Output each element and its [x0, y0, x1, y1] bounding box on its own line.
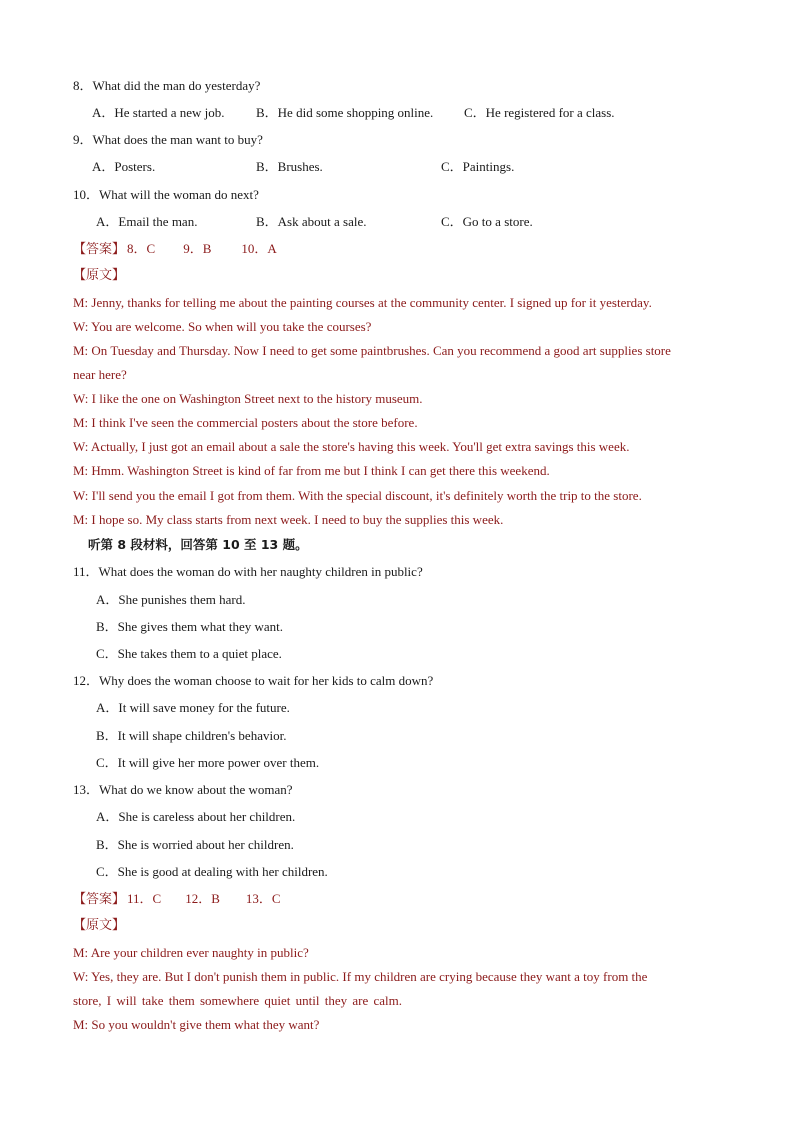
- q11-option-b: B．She gives them what they want.: [96, 619, 284, 634]
- q12-option-b: B．It will shape children's behavior.: [96, 728, 287, 743]
- transcript-line: W: Yes, they are. But I don't punish them in public. If my children are crying because they want a toy from the: [73, 969, 648, 984]
- q9-option-b: B．Brushes.: [256, 159, 323, 174]
- question-11: 11．What does the woman do with her naughty children in public?: [73, 564, 423, 579]
- transcript-line: M: Are your children ever naughty in public?: [73, 945, 309, 960]
- q10-option-b: B．Ask about a sale.: [256, 214, 367, 229]
- answer-item: 12．B: [185, 891, 220, 906]
- transcript-line: store, I will take them somewhere quiet until they are calm.: [73, 993, 403, 1008]
- transcript-line: M: I hope so. My class starts from next week. I need to buy the supplies this week.: [73, 512, 504, 527]
- transcript-line: M: Jenny, thanks for telling me about the painting courses at the community center. I signed up for it yesterday.: [73, 295, 652, 310]
- q9-option-a: A．Posters.: [92, 159, 156, 174]
- section-heading: 听第 8 段材料，回答第 10 至 13 题。: [88, 537, 308, 552]
- q10-option-c: C．Go to a store.: [441, 214, 533, 229]
- transcript-line: M: On Tuesday and Thursday. Now I need to get some paintbrushes. Can you recommend a good art supplies store: [73, 343, 671, 358]
- question-9: 9．What does the man want to buy?: [73, 132, 263, 147]
- answer-item: 10．A: [241, 241, 277, 256]
- question-13: 13．What do we know about the woman?: [73, 782, 293, 797]
- transcript-line: M: I think I've seen the commercial posters about the store before.: [73, 415, 418, 430]
- q8-option-a: A．He started a new job.: [92, 105, 225, 120]
- transcript-line: W: You are welcome. So when will you take the courses?: [73, 319, 372, 334]
- answer-block-1: [73, 241, 277, 257]
- answer-label: 【答案】: [73, 241, 126, 256]
- q13-option-c: C．She is good at dealing with her children.: [96, 864, 328, 879]
- q8-option-b: B．He did some shopping online.: [256, 105, 434, 120]
- q12-option-a: A．It will save money for the future.: [96, 700, 290, 715]
- original-label-2: 【原文】: [73, 917, 126, 932]
- answer-label: 【答案】: [73, 891, 126, 906]
- answer-item: 13．C: [245, 891, 281, 906]
- transcript-line: W: I like the one on Washington Street next to the history museum.: [73, 391, 423, 406]
- transcript-line: W: Actually, I just got an email about a sale the store's having this week. You'll get extra savings this week.: [73, 439, 630, 454]
- transcript-line: M: Hmm. Washington Street is kind of far from me but I think I can get there this weekend.: [73, 463, 550, 478]
- answer-item: 9．B: [183, 241, 212, 256]
- q12-option-c: C．It will give her more power over them.: [96, 755, 320, 770]
- q9-option-c: C．Paintings.: [441, 159, 515, 174]
- q11-option-c: C．She takes them to a quiet place.: [96, 646, 282, 661]
- question-8: 8．What did the man do yesterday?: [73, 78, 261, 93]
- q13-option-a: A．She is careless about her children.: [96, 809, 296, 824]
- transcript-line: W: I'll send you the email I got from them. With the special discount, it's definitely worth the trip to the store.: [73, 488, 642, 503]
- answer-item: 11．C: [127, 891, 162, 906]
- q11-option-a: A．She punishes them hard.: [96, 592, 246, 607]
- transcript-line: near here?: [73, 367, 127, 382]
- answer-block-2: [73, 891, 281, 907]
- original-label-1: 【原文】: [73, 267, 126, 282]
- q8-option-c: C．He registered for a class.: [464, 105, 615, 120]
- answer-item: 8．C: [127, 241, 156, 256]
- q10-option-a: A．Email the man.: [96, 214, 198, 229]
- question-12: 12．Why does the woman choose to wait for her kids to calm down?: [73, 673, 434, 688]
- q13-option-b: B．She is worried about her children.: [96, 837, 294, 852]
- transcript-line: M: So you wouldn't give them what they want?: [73, 1017, 320, 1032]
- question-10: 10．What will the woman do next?: [73, 187, 259, 202]
